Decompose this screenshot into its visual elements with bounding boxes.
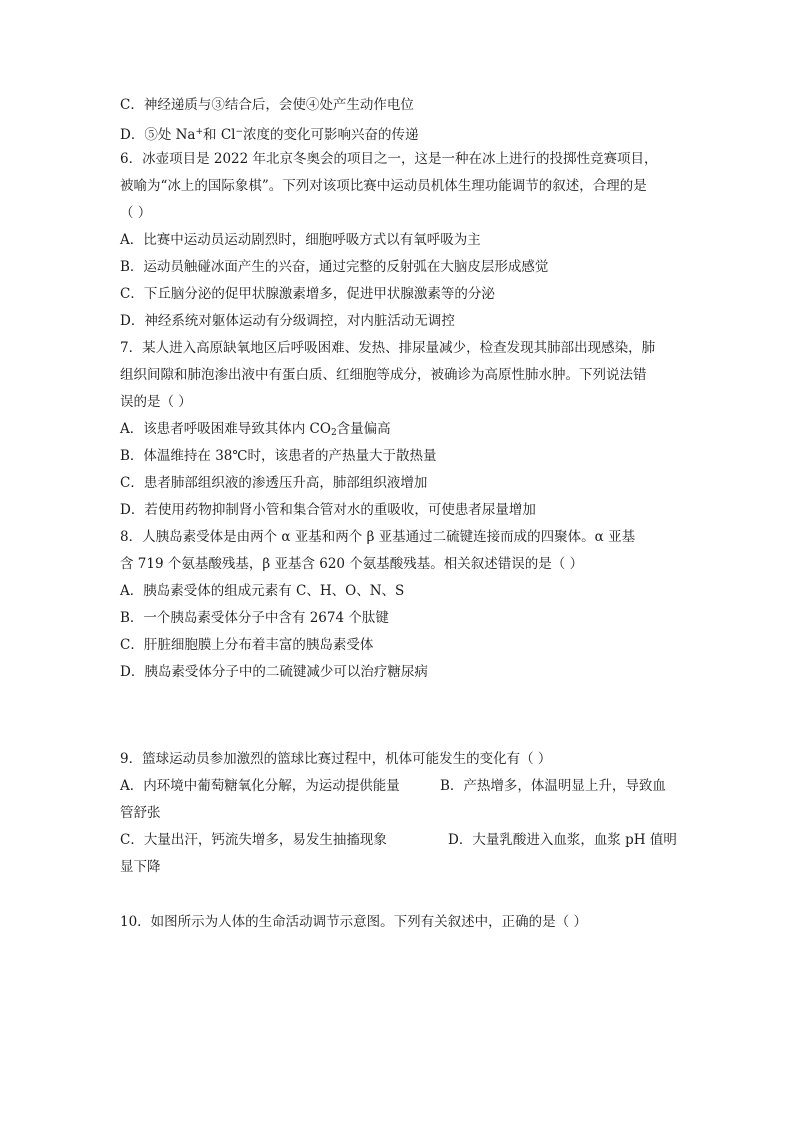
q6-stem-line2: 被喻为“冰上的国际象棋”。下列对该项比赛中运动员机体生理功能调节的叙述，合理的是 [120,178,647,194]
q9-option-c: C．大量出汗，钙流失增多，易发生抽搐现象 [120,832,387,848]
q6-option-d: D．神经系统对躯体运动有分级调控，对内脏活动无调控 [120,313,455,329]
q9-option-a: A．内环境中葡萄糖氧化分解，为运动提供能量 [120,778,400,794]
q5-sup-minus: − [235,127,244,137]
q7-stem-line3: 误的是（ ） [120,394,192,410]
q6-option-a: A．比赛中运动员运动剧烈时，细胞呼吸方式以有氧呼吸为主 [120,232,481,248]
q5-option-d [120,123,680,144]
q6-stem-line1: 6．冰壶项目是 2022 年北京冬奥会的项目之一，这是一种在冰上进行的投掷性竞赛项目， [120,151,658,167]
q5-sup-plus: + [195,127,204,137]
q5-option-d-pre: D．⑤处 Na [120,127,196,143]
q8-option-c: C．肝脏细胞膜上分布着丰富的胰岛素受体 [120,637,374,653]
q8-stem-line2: 含 719 个氨基酸残基，β 亚基含 620 个氨基酸残基。相关叙述错误的是（ ） [120,556,584,572]
q5-option-c: C．神经递质与③结合后，会使④处产生动作电位 [120,97,414,113]
q9-option-b-line2: 管舒张 [120,805,161,821]
q9-option-d-line1: D．大量乳酸进入血浆，血浆 pH 值明 [448,832,677,848]
q9-option-d-line2: 显下降 [120,859,161,875]
q7-sub-2: 2 [330,428,337,438]
q6-stem-line3: （ ） [120,205,152,221]
q7-option-a-post: 含量偏高 [336,421,391,437]
q7-stem-line1: 7．某人进入高原缺氧地区后呼吸困难、发热、排尿量减少，检查发现其肺部出现感染，肺 [120,340,656,356]
q7-option-c: C．患者肺部组织液的渗透压升高，肺部组织液增加 [120,475,428,491]
q9-option-b-line1: B．产热增多，体温明显上升，导致血 [440,778,666,794]
q6-option-b: B．运动员触碰冰面产生的兴奋，通过完整的反射弧在大脑皮层形成感觉 [120,259,549,275]
q5-option-d-post: 浓度的变化可影响兴奋的传递 [243,127,419,143]
q5-option-d-mid: 和 Cl [203,127,236,143]
q8-option-b: B．一个胰岛素受体分子中含有 2674 个肽键 [120,610,389,626]
q7-stem-line2: 组织间隙和肺泡渗出液中有蛋白质、红细胞等成分，被确诊为高原性肺水肿。下列说法错 [120,367,647,383]
q7-option-a-pre: A．该患者呼吸困难导致其体内 CO [120,421,331,437]
q8-option-d: D．胰岛素受体分子中的二硫键减少可以治疗糖尿病 [120,664,428,680]
q8-option-a: A．胰岛素受体的组成元素有 C、H、O、N、S [120,583,405,599]
q9-stem: 9．篮球运动员参加激烈的篮球比赛过程中，机体可能发生的变化有（ ） [120,751,552,767]
q10-stem: 10．如图所示为人体的生命活动调节示意图。下列有关叙述中，正确的是（ ） [120,914,587,930]
q8-stem-line1: 8．人胰岛素受体是由两个 α 亚基和两个 β 亚基通过二硫键连接而成的四聚体。α 亚基 [120,529,636,545]
q6-option-c: C．下丘脑分泌的促甲状腺激素增多，促进甲状腺激素等的分泌 [120,286,495,302]
q7-option-d: D．若使用药物抑制肾小管和集合管对水的重吸收，可使患者尿量增加 [120,502,536,518]
q7-option-b: B．体温维持在 38℃时，该患者的产热量大于散热量 [120,448,437,464]
q7-option-a [120,420,680,442]
